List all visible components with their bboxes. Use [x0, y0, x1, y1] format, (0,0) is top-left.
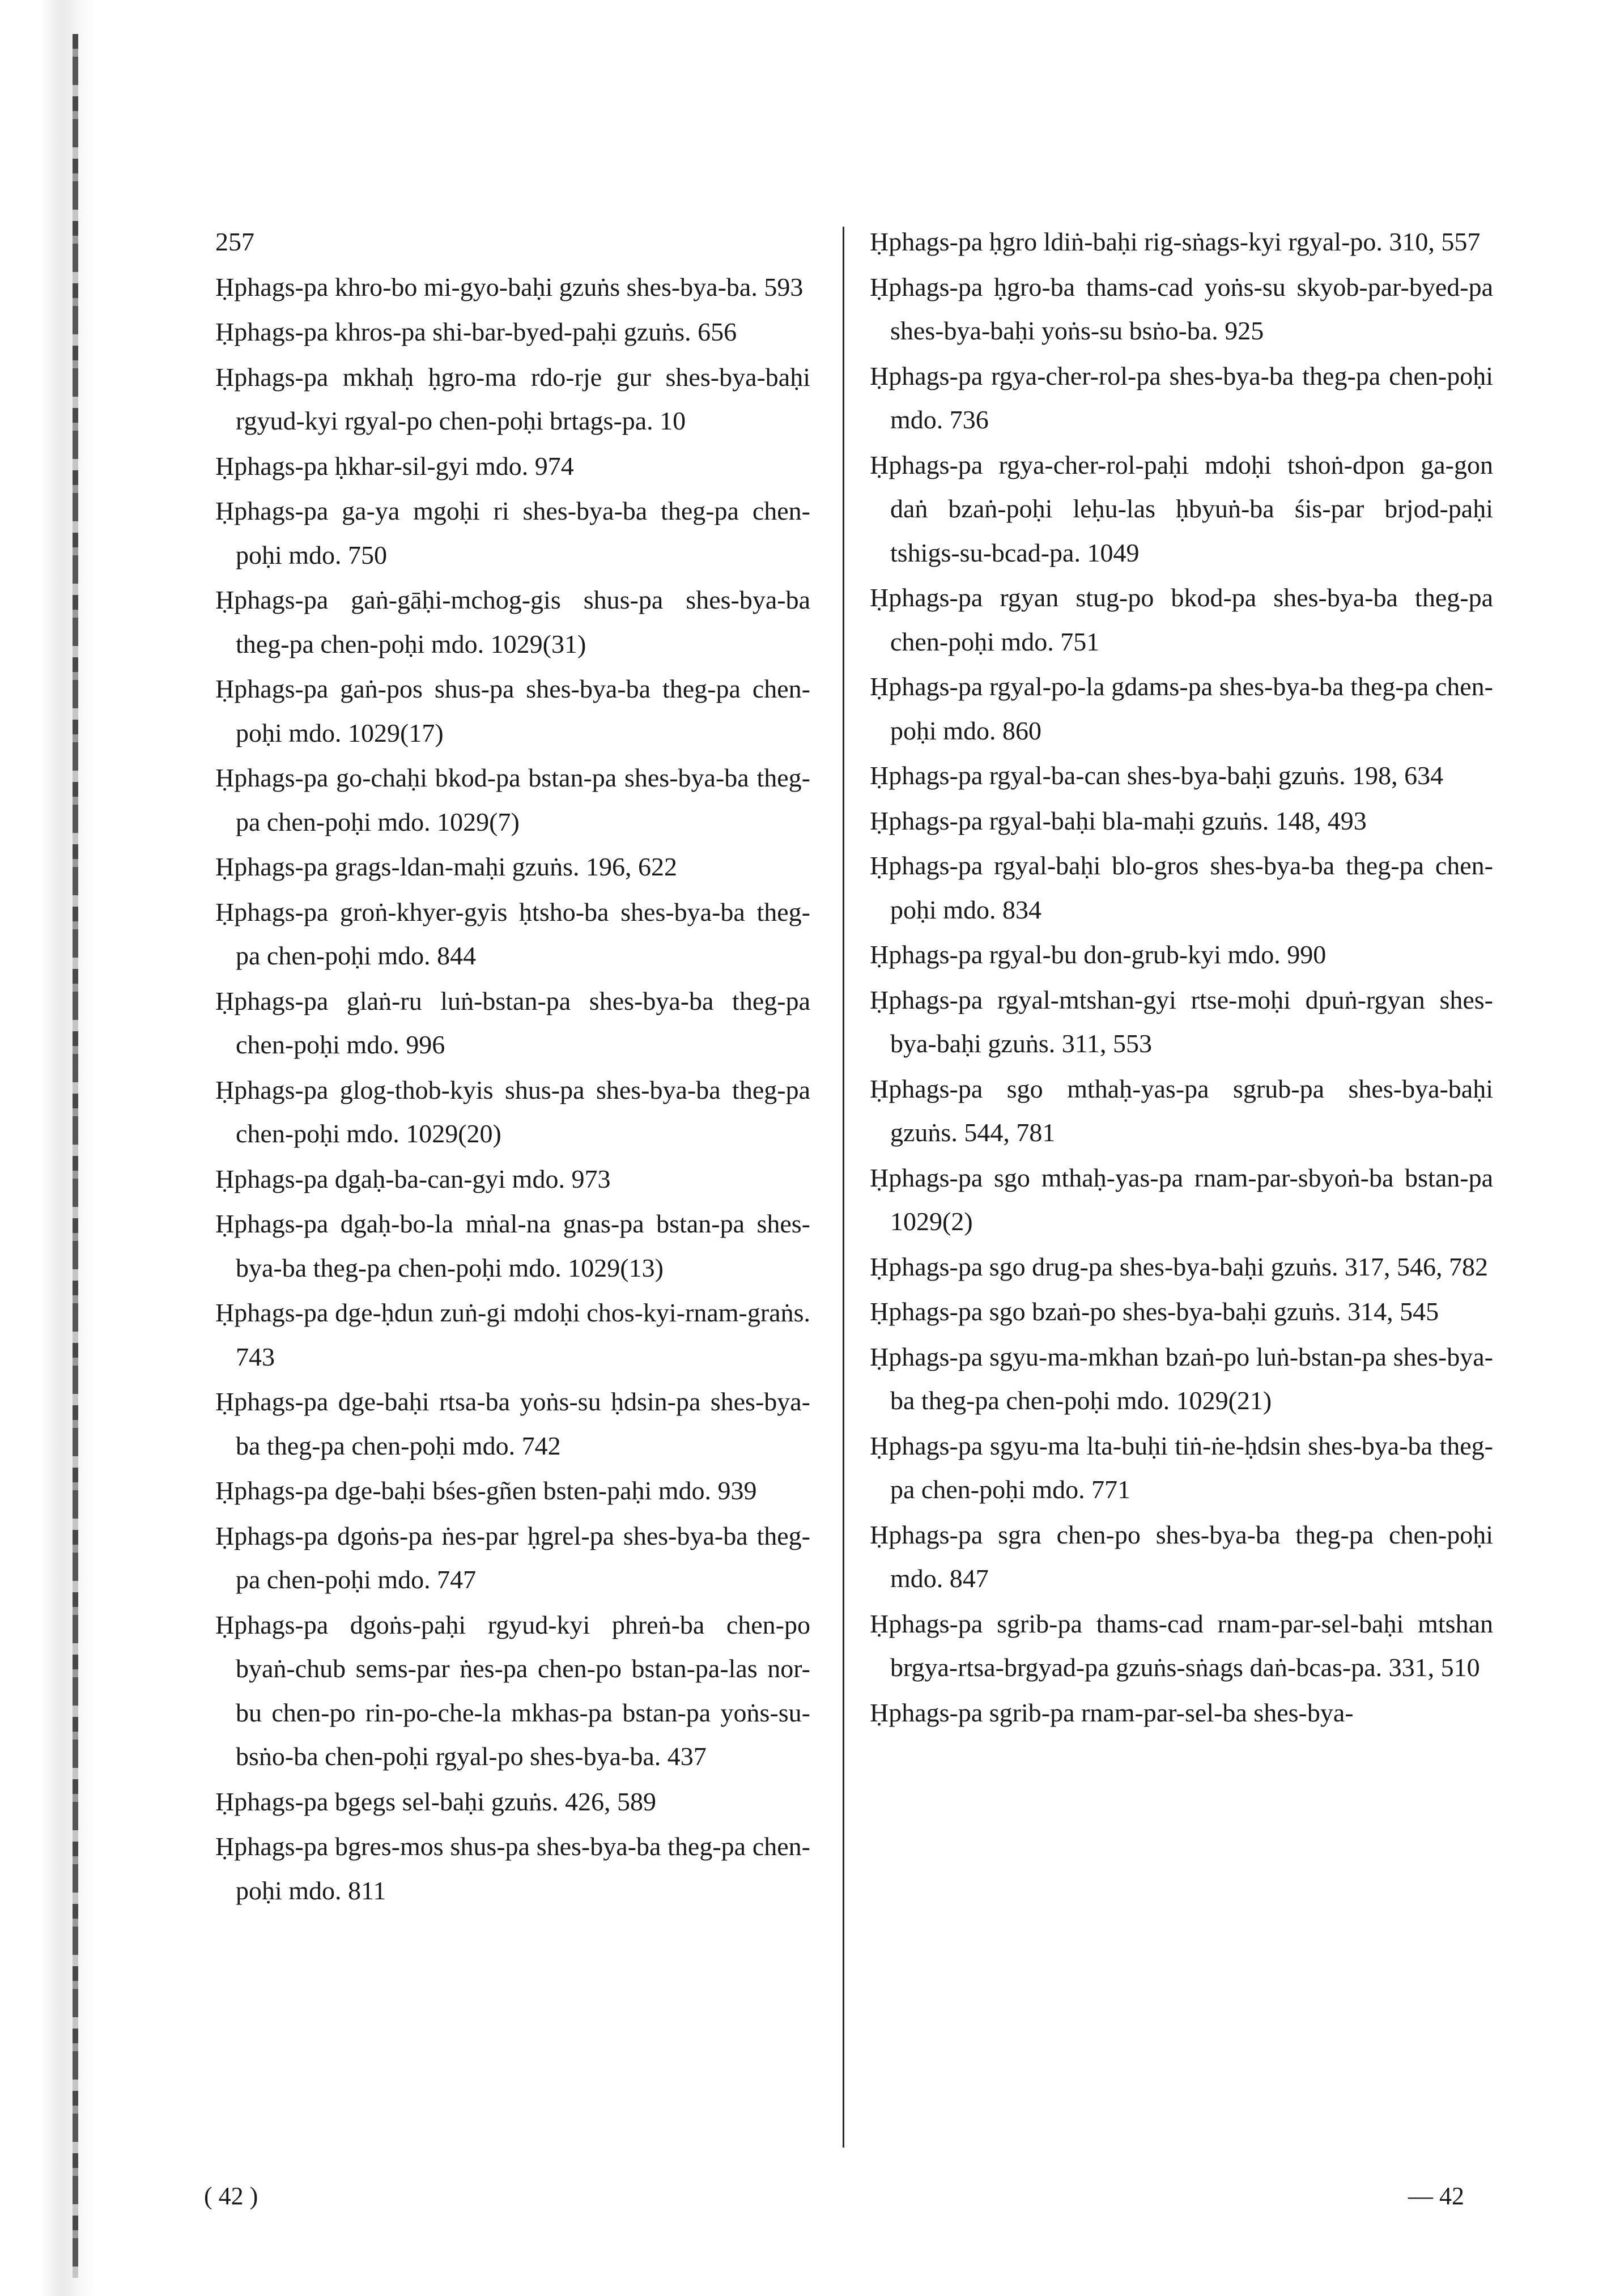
index-entry: Ḥphags-pa gaṅ-gāḥi-mchog-gis shus-pa shes-bya-ba theg-pa chen-poḥi mdo. 1029(31) [215, 585, 810, 658]
index-entry: Ḥphags-pa rgyal-po-la gdams-pa shes-bya-ba theg-pa chen-poḥi mdo. 860 [870, 672, 1493, 745]
index-entry: Ḥphags-pa go-chaḥi bkod-pa bstan-pa shes-bya-ba theg-pa chen-poḥi mdo. 1029(7) [215, 763, 810, 836]
left-column [215, 220, 810, 1914]
index-entry: Ḥphags-pa sgo mthaḥ-yas-pa rnam-par-sbyoṅ-ba bstan-pa 1029(2) [870, 1163, 1493, 1236]
index-entry: Ḥphags-pa grags-ldan-maḥi gzuṅs. 196, 622 [215, 852, 678, 881]
index-entry: Ḥphags-pa ḥgro-ba thams-cad yoṅs-su skyob-par-byed-pa shes-bya-baḥi yoṅs-su bsṅo-ba. 925 [870, 272, 1493, 345]
index-entry: Ḥphags-pa rgyal-baḥi bla-maḥi gzuṅs. 148, 493 [870, 806, 1367, 835]
index-entry: Ḥphags-pa sgo mthaḥ-yas-pa sgrub-pa shes-bya-baḥi gzuṅs. 544, 781 [870, 1074, 1493, 1147]
index-entry: Ḥphags-pa rgya-cher-rol-paḥi mdoḥi tshoṅ-dpon ga-gon daṅ bzaṅ-poḥi leḥu-las ḥbyuṅ-ba śis-par brjod-paḥi tshigs-su-bcad-pa. 1049 [870, 450, 1493, 567]
index-entry: Ḥphags-pa sgo drug-pa shes-bya-baḥi gzuṅs. 317, 546, 782 [870, 1252, 1489, 1281]
index-entry: Ḥphags-pa glog-thob-kyis shus-pa shes-bya-ba theg-pa chen-poḥi mdo. 1029(20) [215, 1075, 810, 1148]
binding-shadow [0, 0, 113, 2296]
index-entry: Ḥphags-pa rgyal-ba-can shes-bya-baḥi gzuṅs. 198, 634 [870, 761, 1444, 790]
index-entry: Ḥphags-pa dgoṅs-pa ṅes-par ḥgrel-pa shes-bya-ba theg-pa chen-poḥi mdo. 747 [215, 1521, 810, 1594]
index-entry: Ḥphags-pa rgya-cher-rol-pa shes-bya-ba theg-pa chen-poḥi mdo. 736 [870, 361, 1493, 434]
index-entry: Ḥphags-pa khros-pa shi-bar-byed-paḥi gzuṅs. 656 [215, 317, 737, 346]
index-entry: Ḥphags-pa dgaḥ-bo-la mṅal-na gnas-pa bstan-pa shes-bya-ba theg-pa chen-poḥi mdo. 1029(13) [215, 1209, 810, 1282]
index-entry: Ḥphags-pa ga-ya mgoḥi ri shes-bya-ba theg-pa chen-poḥi mdo. 750 [215, 496, 810, 569]
index-entry: Ḥphags-pa dge-baḥi rtsa-ba yoṅs-su ḥdsin-pa shes-bya-ba theg-pa chen-poḥi mdo. 742 [215, 1387, 810, 1460]
binding-edge [73, 34, 78, 2278]
right-column [870, 220, 1493, 1736]
page-number-right: — 42 [1408, 2182, 1464, 2210]
index-entry: Ḥphags-pa sgrib-pa rnam-par-sel-ba shes-bya- [870, 1698, 1354, 1727]
index-entry: Ḥphags-pa rgyal-bu don-grub-kyi mdo. 990 [870, 940, 1327, 969]
index-entry: Ḥphags-pa khro-bo mi-gyo-baḥi gzuṅs shes-bya-ba. 593 [215, 272, 804, 301]
index-entry: Ḥphags-pa ḥkhar-sil-gyi mdo. 974 [215, 451, 574, 481]
index-entry: Ḥphags-pa gaṅ-pos shus-pa shes-bya-ba theg-pa chen-poḥi mdo. 1029(17) [215, 674, 810, 747]
index-entry: Ḥphags-pa rgyal-mtshan-gyi rtse-moḥi dpuṅ-rgyan shes-bya-baḥi gzuṅs. 311, 553 [870, 985, 1493, 1058]
index-entry: Ḥphags-pa sgyu-ma lta-buḥi tiṅ-ṅe-ḥdsin shes-bya-ba theg-pa chen-poḥi mdo. 771 [870, 1431, 1493, 1504]
column-divider [843, 227, 844, 2148]
index-entry: Ḥphags-pa sgrib-pa thams-cad rnam-par-sel-baḥi mtshan brgya-rtsa-brgyad-pa gzuṅs-sṅags daṅ-bcas-pa. 331, 510 [870, 1609, 1493, 1682]
index-entry: Ḥphags-pa bgegs sel-baḥi gzuṅs. 426, 589 [215, 1787, 657, 1816]
index-entry: Ḥphags-pa groṅ-khyer-gyis ḥtsho-ba shes-bya-ba theg-pa chen-poḥi mdo. 844 [215, 897, 810, 970]
page-number-left: ( 42 ) [204, 2182, 258, 2210]
index-entry: Ḥphags-pa rgyal-baḥi blo-gros shes-bya-ba theg-pa chen-poḥi mdo. 834 [870, 851, 1493, 924]
index-entry: Ḥphags-pa dge-ḥdun zuṅ-gi mdoḥi chos-kyi-rnam-graṅs. 743 [215, 1298, 810, 1371]
index-entry: Ḥphags-pa sgyu-ma-mkhan bzaṅ-po luṅ-bstan-pa shes-bya-ba theg-pa chen-poḥi mdo. 1029(21) [870, 1342, 1493, 1415]
index-entry: Ḥphags-pa ḥgro ldiṅ-baḥi rig-sṅags-kyi rgyal-po. 310, 557 [870, 227, 1481, 256]
index-entry: Ḥphags-pa dgaḥ-ba-can-gyi mdo. 973 [215, 1164, 611, 1193]
index-entry: Ḥphags-pa glaṅ-ru luṅ-bstan-pa shes-bya-ba theg-pa chen-poḥi mdo. 996 [215, 986, 810, 1059]
index-entry: Ḥphags-pa sgo bzaṅ-po shes-bya-baḥi gzuṅs. 314, 545 [870, 1297, 1439, 1326]
index-entry: 257 [215, 227, 254, 256]
index-entry: Ḥphags-pa rgyan stug-po bkod-pa shes-bya-ba theg-pa chen-poḥi mdo. 751 [870, 583, 1493, 656]
index-entry: Ḥphags-pa dge-baḥi bśes-gñen bsten-paḥi mdo. 939 [215, 1476, 757, 1505]
index-entry: Ḥphags-pa sgra chen-po shes-bya-ba theg-pa chen-poḥi mdo. 847 [870, 1520, 1493, 1593]
index-entry: Ḥphags-pa dgoṅs-paḥi rgyud-kyi phreṅ-ba chen-po byaṅ-chub sems-par ṅes-pa chen-po bstan-pa-las nor-bu chen-po rin-po-che-la mkhas-pa bstan-pa yoṅs-su-bsṅo-ba chen-poḥi rgyal-po shes-bya-ba. 437 [215, 1610, 810, 1771]
index-entry: Ḥphags-pa bgres-mos shus-pa shes-bya-ba theg-pa chen-poḥi mdo. 811 [215, 1832, 810, 1905]
index-entry: Ḥphags-pa mkhaḥ ḥgro-ma rdo-rje gur shes-bya-baḥi rgyud-kyi rgyal-po chen-poḥi brtags-pa. 10 [215, 362, 810, 435]
